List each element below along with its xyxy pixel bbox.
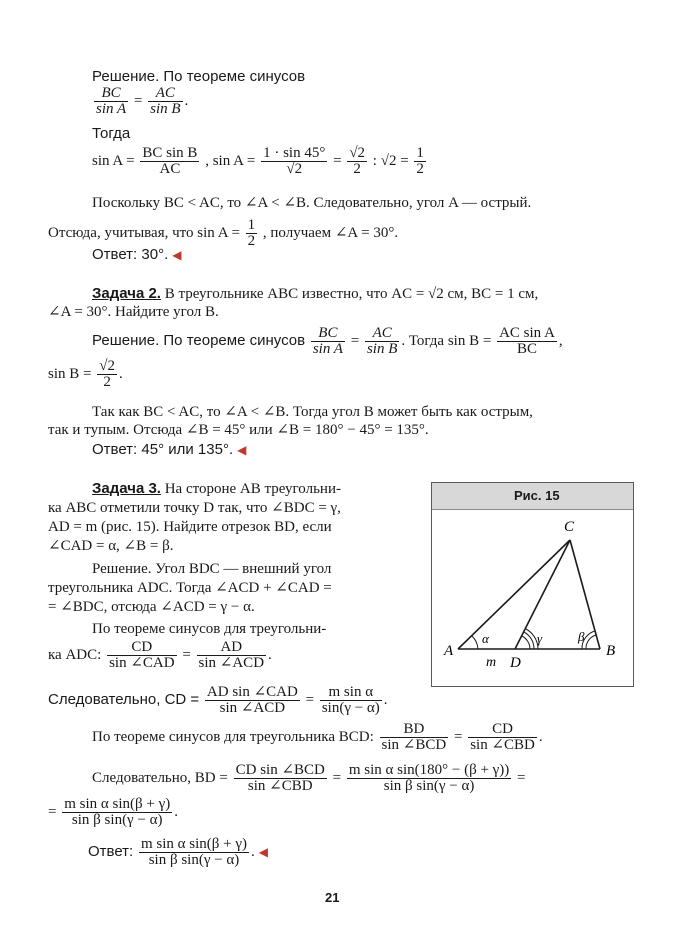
fraction: $\frac{CD}{\text{sin ∠CBD}}$ <box>470 721 535 753</box>
fraction: $\frac{√2}{2}$ <box>99 358 115 390</box>
fraction: $\frac{\text{BC sin B}}{AC}$ <box>142 145 198 177</box>
task3-sine-rule-adc: ка ADC: $\frac{CD}{\text{sin ∠CAD}}$ = $\frac{AD}{\text{sin ∠ACD}}$ . <box>48 639 272 671</box>
side-bc <box>570 540 600 649</box>
segment-cd <box>515 540 570 649</box>
label-b: B <box>606 643 616 659</box>
fraction: $\frac{BC}{\text{sin A}}$ <box>96 85 127 117</box>
formula-sine-rule: $\frac{BC}{\text{sin A}}$ = $\frac{AC}{\text{sin B}}$ . <box>96 85 189 117</box>
fraction: $\frac{AD}{\text{sin ∠ACD}}$ <box>198 639 265 671</box>
label-c: C <box>564 519 575 535</box>
hence-line: Отсюда, учитывая, что sin A = $\frac{1}{2}$ , получаем ∠A = 30°. <box>48 217 399 249</box>
task2-sinb: sin B = $\frac{√2}{2}$ . <box>48 358 123 390</box>
fraction: $\frac{1}{2}$ <box>247 217 256 249</box>
task3-solution-2: треугольника ADC. Тогда ∠ACD + ∠CAD = <box>48 580 332 596</box>
triangle-diagram <box>432 509 633 686</box>
fraction: $\frac{1 \cdot \sin 45^\circ}{√2}$ <box>263 145 326 177</box>
task3-label: Задача 3. <box>92 480 161 497</box>
fraction: $\frac{√2}{2}$ <box>349 145 366 177</box>
fraction: $\frac{\text{m sin α}}{\sin(\gamma - \alpha)}$ <box>321 684 380 716</box>
angle-beta-arc <box>586 635 596 649</box>
fraction: $\frac{\text{CD sin ∠BCD}}{\text{sin ∠CBD}}$ <box>235 762 325 794</box>
task3-solution-1: Решение. Угол BDC — внешний угол <box>92 561 332 577</box>
fraction: $\frac{\text{m sin α sin(β + γ)}}{\text{sin β sin(γ − α)}}$ <box>64 796 171 828</box>
task3-sine-rule-bcd: По теореме синусов для треугольника BCD: $\frac{BD}{\text{sin ∠BCD}}$ = $\frac{CD}{\text{sin ∠CBD}}$ . <box>92 721 543 753</box>
figure-header <box>432 483 633 510</box>
label-m: m <box>486 655 497 670</box>
since-line: Поскольку BC < AC, то ∠A < ∠B. Следовательно, угол A — острый. <box>92 195 532 211</box>
fraction: $\frac{\text{AD sin ∠CAD}}{\text{sin ∠ACD}}$ <box>206 684 298 716</box>
task3-cd-formula: Следовательно, CD = $\frac{\text{AD sin ∠CAD}}{\text{sin ∠ACD}}$ = $\frac{\text{m sin α}}{\sin(\gamma - \alpha)}$ . <box>48 684 388 716</box>
fraction: $\frac{1}{2}$ <box>416 145 424 177</box>
task3-statement-4: ∠CAD = α, ∠B = β. <box>48 538 174 554</box>
formula-sin-a: sin A = $\frac{\text{BC sin B}}{AC}$ , sin A = $\frac{1 \cdot \sin 45^\circ}{√2}$ = $\frac{√2}{2}$ : √2 = $\frac{1}{2}$ <box>92 145 424 177</box>
task2-statement-1: Задача 2. В треугольнике ABC известно, что AC = √2 см, BC = 1 см, <box>92 285 539 302</box>
answer-2: Ответ: 45° или 135°. ◀ <box>92 441 247 458</box>
task3-statement-3: AD = m (рис. 15). Найдите отрезок BD, если <box>48 519 332 535</box>
solution-intro: Решение. По теореме синусов <box>92 68 306 85</box>
end-marker-icon: ◀ <box>237 443 247 457</box>
task3-bd-formula: Следовательно, BD = $\frac{\text{CD sin ∠BCD}}{\text{sin ∠CBD}}$ = $\frac{\text{m sin α sin(180° − (β + γ))}}{\text{sin β sin(γ − α)}}$ = <box>92 762 526 794</box>
task2-since-1: Так как BC < AC, то ∠A < ∠B. Тогда угол B может быть как острым, <box>92 404 533 420</box>
label-d: D <box>510 655 521 671</box>
answer-3: Ответ: $\frac{\text{m sin α sin(β + γ)}}{\text{sin β sin(γ − α)}}$ . ◀ <box>88 836 268 868</box>
task2-solution: Решение. По теореме синусов $\frac{BC}{\text{sin A}}$ = $\frac{AC}{\text{sin B}}$ . Тогда sin B = $\frac{\text{AC sin A}}{BC}$ , <box>92 325 563 357</box>
task2-statement-2: ∠A = 30°. Найдите угол B. <box>48 304 219 320</box>
task3-statement-2: ка ABC отметили точку D так, что ∠BDC = γ, <box>48 500 341 516</box>
fraction: $\frac{\text{AC sin A}}{BC}$ <box>499 325 555 357</box>
end-marker-icon: ◀ <box>258 844 268 859</box>
angle-alpha-arc <box>472 636 478 649</box>
fraction: $\frac{CD}{\text{sin ∠CAD}}$ <box>109 639 175 671</box>
task2-label: Задача 2. <box>92 285 161 302</box>
answer-1: Ответ: 30°. ◀ <box>92 246 182 263</box>
task2-since-2: так и тупым. Отсюда ∠B = 45° или ∠B = 180° − 45° = 135°. <box>48 422 429 438</box>
fraction: $\frac{BD}{\text{sin ∠BCD}}$ <box>381 721 447 753</box>
task3-bd-result: = $\frac{\text{m sin α sin(β + γ)}}{\text{sin β sin(γ − α)}}$ . <box>48 796 178 828</box>
label-alpha: α <box>482 631 489 646</box>
fraction: $\frac{\text{m sin α sin(β + γ)}}{\text{sin β sin(γ − α)}}$ <box>140 836 247 868</box>
fraction: $\frac{\text{m sin α sin(180° − (β + γ))}}{\text{sin β sin(γ − α)}}$ <box>348 762 510 794</box>
label-a: A <box>444 643 454 659</box>
angle-gamma-arc <box>522 636 530 649</box>
label-gamma: γ <box>537 631 543 646</box>
fraction: $\frac{AC}{\text{sin B}}$ <box>366 325 398 357</box>
label-beta: β <box>578 629 585 644</box>
figure-title: Рис. 15 <box>514 488 560 503</box>
task3-solution-4: По теореме синусов для треугольни- <box>92 621 327 637</box>
page-number: 21 <box>325 890 340 905</box>
figure-15 <box>431 482 634 687</box>
task3-solution-3: = ∠BDC, отсюда ∠ACD = γ − α. <box>48 599 255 615</box>
side-ac <box>458 540 570 649</box>
fraction: $\frac{BC}{\text{sin A}}$ <box>312 325 343 357</box>
end-marker-icon: ◀ <box>172 248 182 262</box>
task3-statement-1: Задача 3. На стороне AB треугольни- <box>92 480 341 497</box>
fraction: $\frac{AC}{\text{sin B}}$ <box>150 85 181 117</box>
then-text: Тогда <box>92 125 131 142</box>
